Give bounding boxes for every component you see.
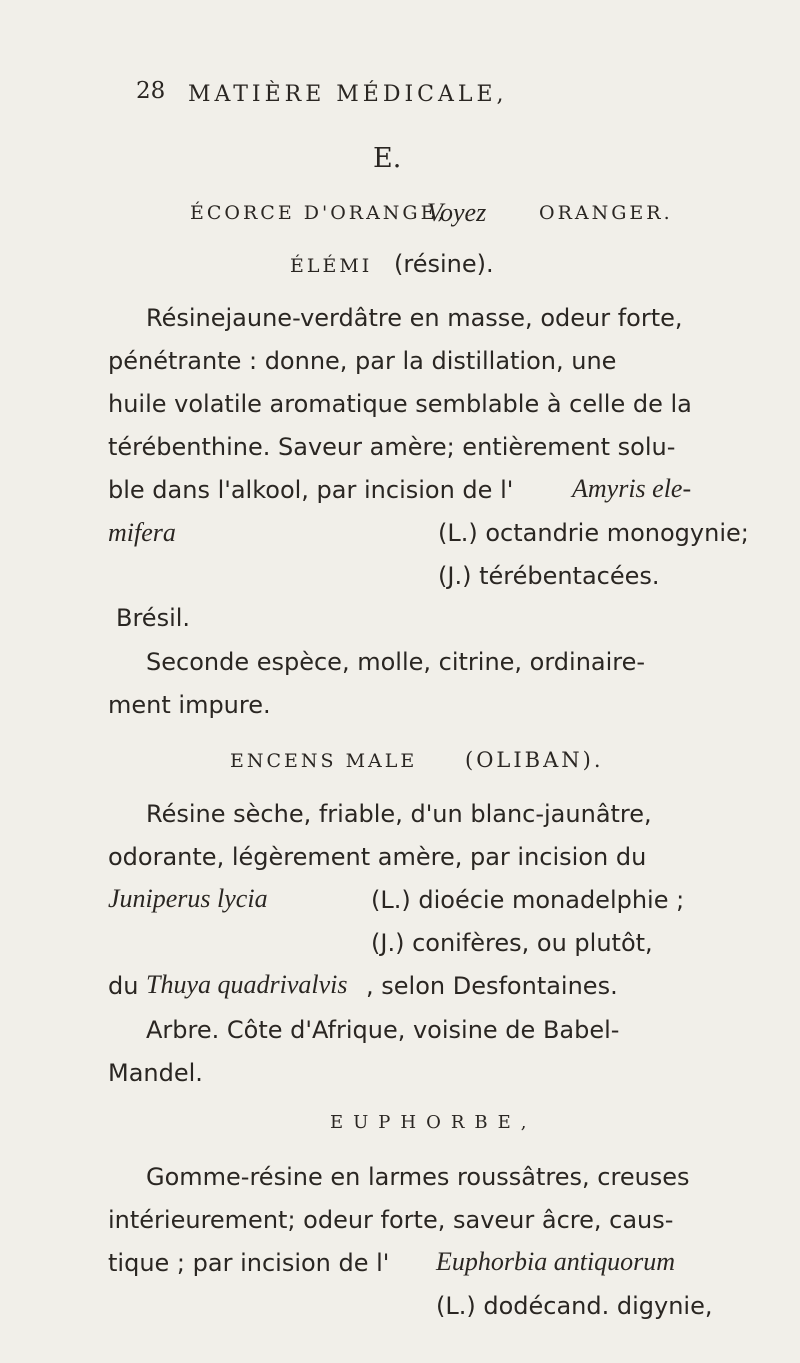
text-line: Résinejaune-verdâtre en masse, odeur forte, (146, 304, 683, 332)
text-line: (L.) dioécie monadelphie ; (371, 886, 685, 914)
text-line: (L.) dodécand. digynie, (436, 1292, 713, 1320)
text-line: huile volatile aromatique semblable à celle de la (108, 390, 692, 418)
text-line: Seconde espèce, molle, citrine, ordinaire- (146, 648, 646, 676)
entry-heading: EUPHORBE, (330, 1112, 537, 1133)
section-letter: E. (373, 143, 402, 174)
text-line: Brésil. (116, 604, 191, 632)
text-line: odorante, légèrement amère, par incision du (108, 843, 647, 871)
latin-name: Juniperus lycia (108, 884, 268, 913)
text-line: (J.) conifères, ou plutôt, (371, 929, 653, 957)
entry-subheading: (OLIBAN). (465, 748, 604, 772)
entry-heading: ENCENS MALE (230, 750, 418, 772)
running-title: MATIÈRE MÉDICALE, (188, 82, 508, 107)
latin-name: Amyris ele- (572, 474, 692, 503)
text-line: Arbre. Côte d'Afrique, voisine de Babel- (146, 1016, 620, 1044)
entry-heading: ÉCORCE D'ORANGE, (190, 202, 447, 224)
text-line: térébenthine. Saveur amère; entièrement solu- (108, 433, 676, 461)
cross-reference-label: Voyez (427, 198, 487, 227)
text-line: ble dans l'alkool, par incision de l' (108, 476, 514, 504)
text-line: , selon Desfontaines. (366, 972, 618, 1000)
text-line: pénétrante : donne, par la distillation, une (108, 347, 617, 375)
cross-reference-target: ORANGER. (539, 202, 673, 224)
entry-subheading: (résine). (394, 250, 494, 278)
latin-name: mifera (108, 518, 176, 547)
text-line: (L.) octandrie monogynie; (438, 519, 749, 547)
text-line: Mandel. (108, 1059, 203, 1087)
text-line: (J.) térébentacées. (438, 562, 660, 590)
text-line: ment impure. (108, 691, 271, 719)
text-line: tique ; par incision de l' (108, 1249, 390, 1277)
text-line: du (108, 972, 139, 1000)
entry-heading: ÉLÉMI (290, 255, 373, 277)
text-line: Gomme-résine en larmes roussâtres, creuses (146, 1163, 690, 1191)
page-number: 28 (136, 78, 166, 104)
text-line: Résine sèche, friable, d'un blanc-jaunâtre, (146, 800, 652, 828)
latin-name: Euphorbia antiquorum (436, 1247, 676, 1276)
text-line: intérieurement; odeur forte, saveur âcre, caus- (108, 1206, 674, 1234)
latin-name: Thuya quadrivalvis (146, 970, 348, 999)
